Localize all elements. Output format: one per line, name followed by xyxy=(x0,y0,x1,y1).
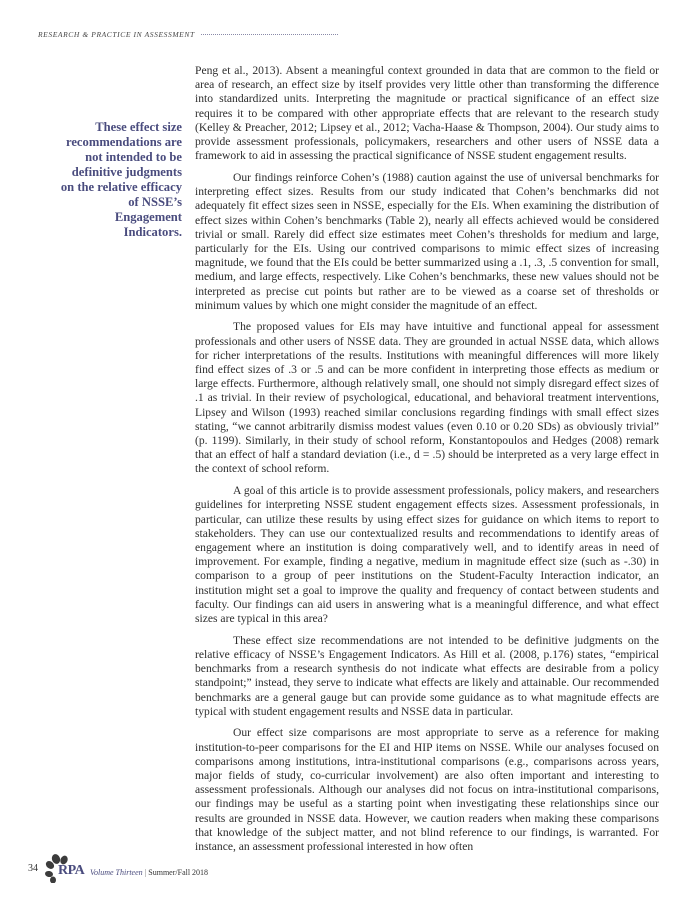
volume-info xyxy=(90,860,208,877)
paragraph: Our effect size comparisons are most appropriate to serve as a reference for making institution-to-peer comparisons for the EI and HIP items on NSSE. While our analyses focused on comparisons among institutions, intra-institutional comparisons (e.g., comparisons across years, major fields of study, co-curricular involvement) are also often important and interesting to assessment professionals. Although our analyses did not focus on intra-institutional comparisons, our findings may be useful as a starting point when investigating these relationships since our results are grounded in NSSE data. However, we caution readers when making these comparisons that knowledge of the subject matter, and not blind reference to our findings, is warranted. For instance, an assessment professional interested in how often xyxy=(195,726,659,854)
volume-term: Summer/Fall 2018 xyxy=(148,867,209,877)
paragraph: A goal of this article is to provide assessment professionals, policy makers, and researchers guidelines for interpreting NSSE student engagement effects sizes. Assessment professionals, in particular, can utilize these results by using effect sizes for guidance on which items to report to stakeholders. They can use our contextualized results and recommendations to identify areas of engagement where an institution is doing comparatively well, and to identify areas in need of improvement. For example, finding a negative, medium in magnitude effect size (such as -.30) in comparison to a group of peer institutions on the Student-Faculty Interaction indicator, an institution might set a goal to improve the quality and frequency of contact between students and faculty. Our findings can aid users in answering what is a meaningful difference, and what effect sizes are typical in this area? xyxy=(195,484,659,626)
running-title: RESEARCH & PRACTICE IN ASSESSMENT xyxy=(38,30,195,39)
volume-separator: | xyxy=(144,867,147,877)
body-text xyxy=(195,64,659,862)
paragraph: The proposed values for EIs may have intuitive and functional appeal for assessment professionals and other users of NSSE data. They are grounded in actual NSSE data, which allows for richer interpretations of the results. Institutions with meaningful differences will more likely find effect sizes of .3 or .5 and can be more confident in interpreting those effects as medium or large effects. Furthermore, although relatively small, one should not simply disregard effect sizes of .1 as trivial. In their review of psychological, educational, and behavioral treatment interventions, Lipsey and Wilson (1993) reached similar conclusions regarding findings with small effect sizes stating, “we cannot arbitrarily dismiss modest values (even 0.10 or 0.20 SDs) as obviously trivial” (p. 1199). Similarly, in their study of school reform, Konstantopoulos and Hedges (2008) remark that an effect of half a standard deviation (i.e., d = .5) should be interpreted as a very large effect in the context of school reform. xyxy=(195,320,659,476)
volume-label: Volume Thirteen xyxy=(90,867,143,877)
logo-wordmark: RPA xyxy=(58,863,85,878)
paragraph: These effect size recommendations are not intended to be definitive judgments on the relative efficacy of NSSE’s Engagement Indicators. As Hill et al. (2008, p.176) states, “empirical benchmarks from a research synthesis do not indicate what effects are desirable from a policy standpoint;” instead, they serve to indicate what effects are likely and attainable. Our recommended benchmarks are a general gauge but can provide some guidance as to what magnitude effects are typical with student engagement results and NSSE data in particular. xyxy=(195,633,659,718)
page-number: 34 xyxy=(28,862,38,874)
rpa-logo xyxy=(44,853,88,883)
running-header xyxy=(38,30,338,39)
page-footer xyxy=(28,853,328,883)
pull-quote: These effect size recommendations are not intended to be definitive judgments on the relative efficacy of NSSE’s Engagement Indicators. xyxy=(60,120,182,239)
paragraph: Peng et al., 2013). Absent a meaningful context grounded in data that are common to the field or area of research, an effect size by itself provides very little other than transforming the difference into standardized units. Interpreting the magnitude or practical significance of an effect size requires it to be compared with other appropriate effects that are relevant to the research study (Kelley & Preacher, 2012; Lipsey et al., 2012; Vacha-Haase & Thompson, 2004). Our study aims to provide assessment professionals, policymakers, researchers and other users of NSSE data a framework to aid in assessing the practical significance of NSSE student engagement results. xyxy=(195,64,659,163)
header-dotted-rule xyxy=(201,34,338,35)
paragraph: Our findings reinforce Cohen’s (1988) caution against the use of universal benchmarks for interpreting effect sizes. Results from our study indicated that Cohen’s benchmarks did not adequately fit effect sizes seen in NSSE, especially for the EIs. When examining the distribution of effect sizes within Cohen’s benchmarks (Table 2), nearly all effects achieved would be considered trivial or small. Rarely did effect size estimates meet Cohen’s thresholds for medium and large, particularly for the EIs. Using our contrived comparisons to mimic effect sizes of increasing magnitude, we found that the EIs could be better summarized using a .1, .3, .5 convention for small, medium, and large effects, respectively. Like Cohen’s benchmarks, these new values should not be interpreted as precise cut points but rather are to be viewed as a coarse set of thresholds or minimum values by which one might consider the magnitude of an effect. xyxy=(195,170,659,312)
